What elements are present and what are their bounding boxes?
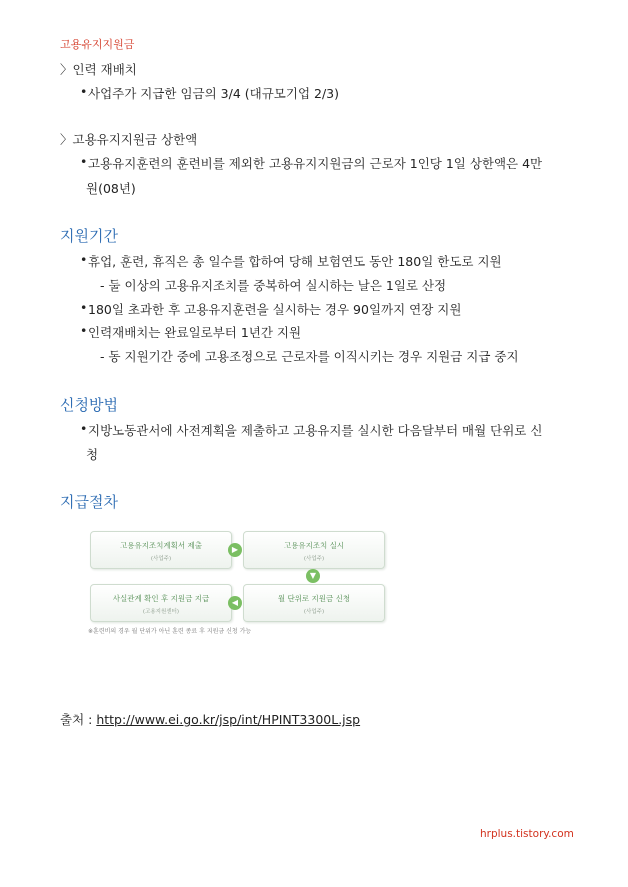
arrow-left-icon: ◀ — [228, 596, 242, 610]
labor-reassign-heading: 〉인력 재배치 — [60, 62, 137, 77]
period-heading: 지원기간 — [60, 227, 118, 245]
source-link[interactable]: http://www.ei.go.kr/jsp/int/HPINT3300L.jsp — [96, 712, 361, 727]
period-subitem-1: - 둘 이상의 고용유지조치를 중복하여 실시하는 날은 1일로 산정 — [100, 278, 447, 293]
flow-step-implement — [243, 531, 385, 569]
period-subitem-2: - 동 지원기간 중에 고용조정으로 근로자를 이직시키는 경우 지원금 지급 중지 — [100, 349, 519, 364]
period-item-1: • 휴업, 훈련, 휴직은 총 일수를 합하여 당해 보험연도 동안 180일 한도로 지원 — [88, 252, 502, 270]
limit-heading: 〉고용유지지원금 상한액 — [60, 132, 198, 147]
arrow-right-icon: ▶ — [228, 543, 242, 557]
flow-step-apply-monthly — [243, 584, 385, 622]
procedure-heading: 지급절차 — [60, 493, 118, 511]
source-line — [60, 709, 360, 728]
flow-step-actor: (사업주) — [303, 556, 325, 562]
labor-reassign-item: • 사업주가 지급한 임금의 3/4 (대규모기업 2/3) — [88, 84, 339, 102]
apply-heading: 신청방법 — [60, 396, 118, 414]
flow-step-title: 월 단위로 지원금 신청 — [277, 594, 351, 603]
flow-step-actor: (사업주) — [303, 609, 325, 615]
flow-step-title: 고용유지조치계획서 제출 — [119, 541, 203, 550]
limit-item-line1: • 고용유지훈련의 훈련비를 제외한 고용유지지원금의 근로자 1인당 1일 상한액은 4만 — [88, 154, 542, 172]
period-item-3: • 인력재배치는 완료일로부터 1년간 지원 — [88, 323, 301, 341]
flow-step-pay — [90, 584, 232, 622]
apply-item-line1: • 지방노동관서에 사전계획을 제출하고 고용유지를 실시한 다음달부터 매월 단위로 신 — [88, 421, 542, 439]
flow-note: ※훈련비의 경우 월 단위가 아닌 훈련 종료 후 지원금 신청 가능 — [88, 628, 252, 635]
apply-item-line2: 청 — [86, 447, 99, 462]
period-item-2: • 180일 초과한 후 고용유지훈련을 실시하는 경우 90일까지 연장 지원 — [88, 300, 461, 318]
flow-step-title: 사실관계 확인 후 지원금 지급 — [112, 594, 210, 603]
source-label: 출처 : — [60, 712, 97, 727]
arrow-down-icon: ▼ — [306, 569, 320, 583]
page-header-title: 고용유지지원금 — [60, 38, 135, 51]
flow-step-actor: (사업주) — [150, 556, 172, 562]
flow-step-actor: (고용지원센터) — [142, 609, 180, 615]
limit-item-line2: 원(08년) — [86, 181, 136, 196]
flow-step-title: 고용유지조치 실시 — [283, 541, 345, 550]
flow-step-submit-plan — [90, 531, 232, 569]
footer-site: hrplus.tistory.com — [480, 828, 574, 840]
